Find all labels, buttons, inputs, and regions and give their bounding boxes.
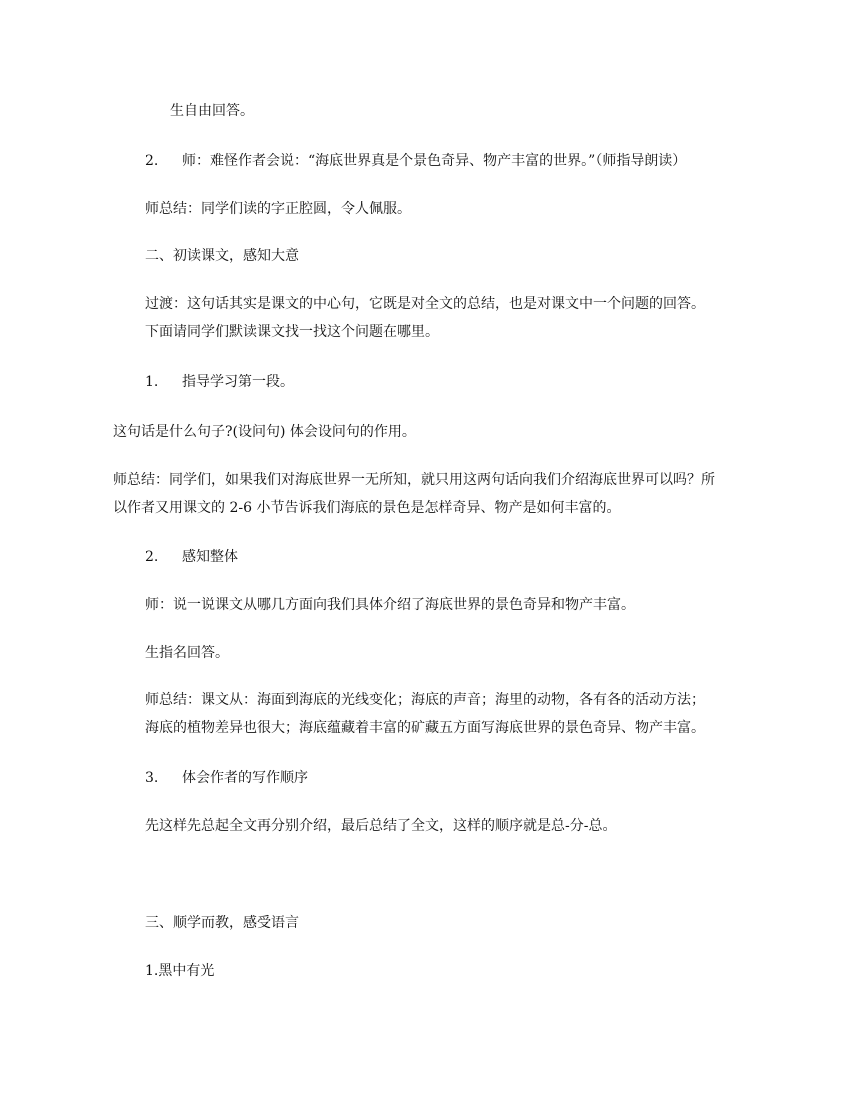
list-number: 2.	[145, 153, 159, 169]
paragraph: 以作者又用课文的 2-6 小节告诉我们海底的景色是怎样奇异、物产是如何丰富的。	[113, 500, 621, 516]
subsection-heading: 体会作者的写作顺序	[182, 770, 308, 786]
paragraph: 这句话是什么句子?(设问句) 体会设问句的作用。	[113, 424, 416, 440]
paragraph: 师：难怪作者会说：“海底世界真是个景色奇异、物产丰富的世界。”（师指导朗读）	[182, 153, 687, 169]
paragraph: 过渡：这句话其实是课文的中心句，它既是对全文的总结，也是对课文中一个问题的回答。	[145, 296, 705, 312]
subsection-heading: 指导学习第一段。	[182, 374, 294, 390]
list-number: 2.	[145, 549, 159, 565]
section-heading: 三、顺学而教，感受语言	[145, 915, 299, 931]
paragraph: 师总结：课文从：海面到海底的光线变化；海底的声音；海里的动物，各有各的活动方法；	[145, 692, 705, 708]
subsection-heading: 感知整体	[182, 549, 238, 565]
paragraph: 生自由回答。	[170, 103, 254, 119]
subsection-heading: 1.黑中有光	[145, 963, 215, 979]
paragraph: 师总结：同学们读的字正腔圆，令人佩服。	[145, 201, 411, 217]
paragraph: 师：说一说课文从哪几方面向我们具体介绍了海底世界的景色奇异和物产丰富。	[145, 597, 635, 613]
list-number: 3.	[145, 770, 159, 786]
paragraph: 先这样先总起全文再分别介绍，最后总结了全文，这样的顺序就是总-分-总。	[145, 818, 617, 834]
list-number: 1.	[145, 374, 159, 390]
paragraph: 下面请同学们默读课文找一找这个问题在哪里。	[145, 324, 439, 340]
paragraph: 师总结：同学们，如果我们对海底世界一无所知，就只用这两句话向我们介绍海底世界可以吗？所	[113, 472, 715, 488]
paragraph: 生指名回答。	[145, 645, 229, 661]
section-heading: 二、初读课文，感知大意	[145, 248, 299, 264]
paragraph: 海底的植物差异也很大；海底蕴藏着丰富的矿藏五方面写海底世界的景色奇异、物产丰富。	[145, 720, 705, 736]
